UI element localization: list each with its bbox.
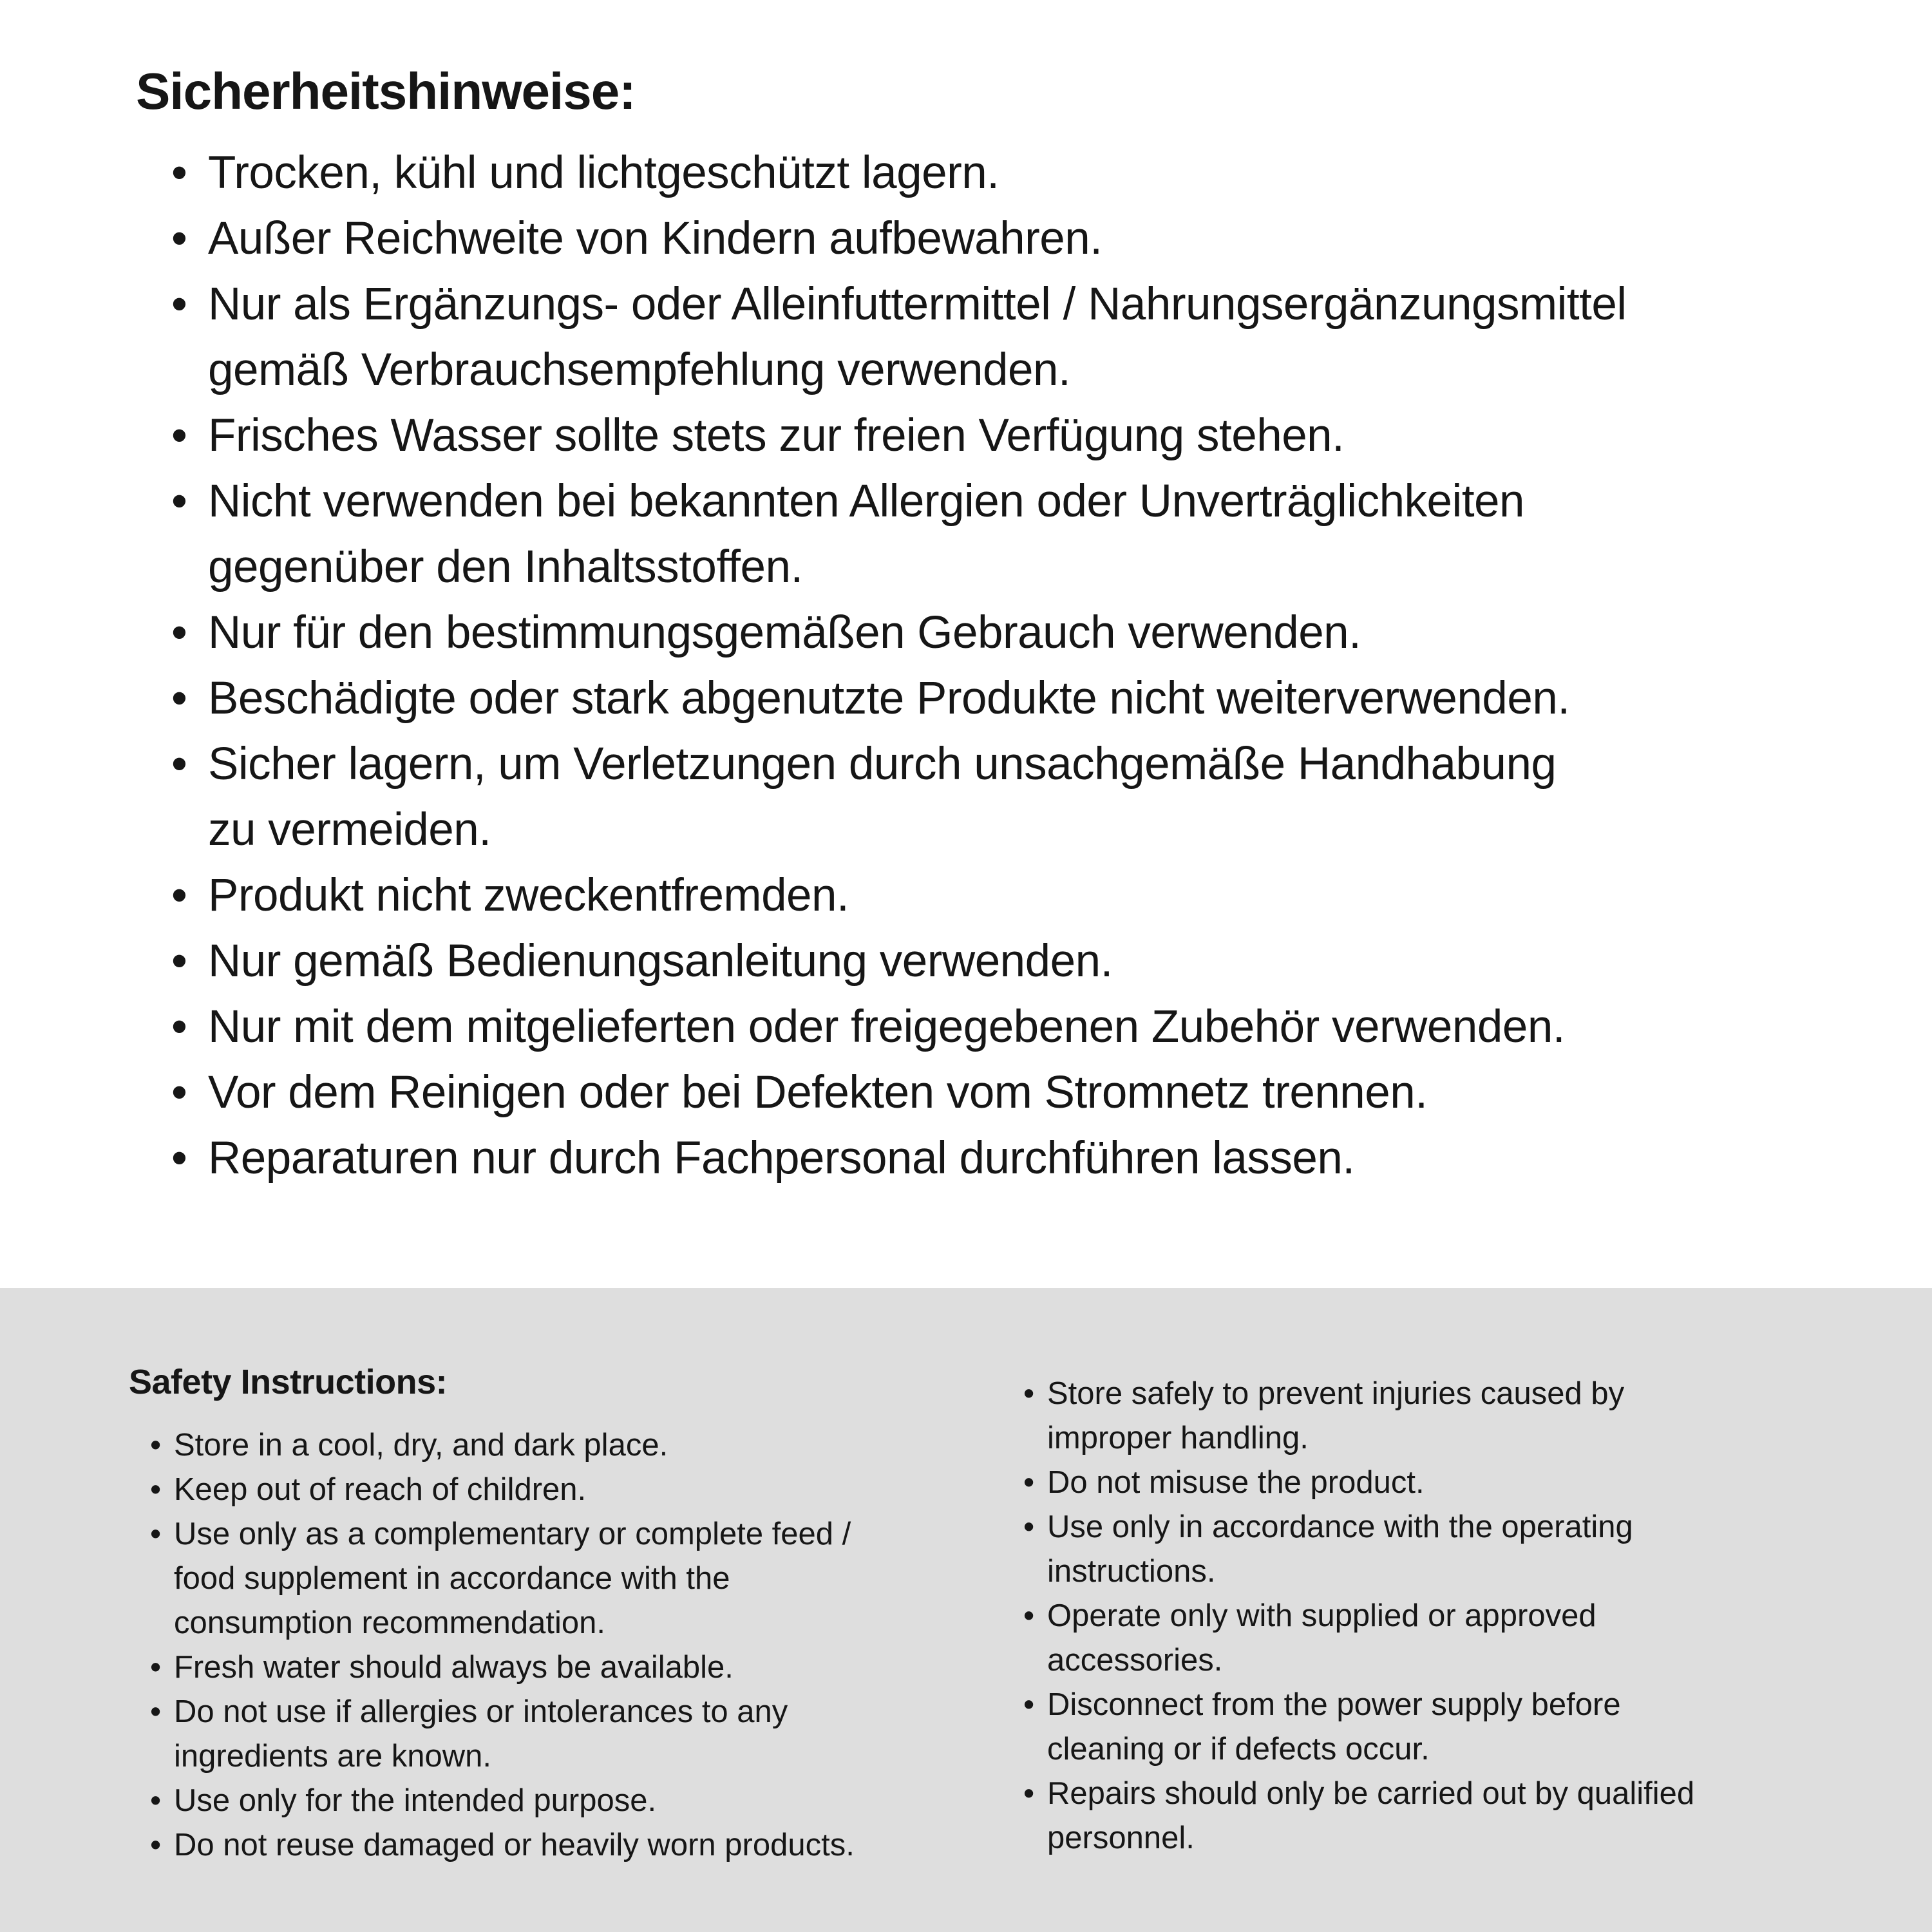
list-item-text: gegenüber den Inhaltsstoffen. [208,542,803,592]
list-item-text: Nicht verwenden bei bekannten Allergien oder Unverträglichkeiten [208,476,1525,527]
list-item-text: Frisches Wasser sollte stets zur freien Verfügung stehen. [208,410,1345,461]
list-item-text: instructions. [1047,1554,1216,1589]
list-item-text: consumption recommendation. [174,1605,606,1640]
list-item-line [1002,1683,1917,1727]
bullet-marker: • [1023,1510,1035,1544]
list-item [1002,1461,1917,1505]
list-item-text: ingredients are known. [174,1739,492,1774]
list-item-text: Use only for the intended purpose. [174,1783,657,1818]
list-item [129,1779,985,1823]
list-item-text: improper handling. [1047,1421,1309,1455]
list-item [136,403,1627,469]
bullet-marker: • [1023,1598,1035,1633]
list-item-line [136,140,1627,206]
list-item [136,600,1627,666]
list-item-text: cleaning or if defects occur. [1047,1732,1430,1766]
bullet-marker: • [171,607,187,658]
bullet-marker: • [150,1428,162,1463]
bullet-marker: • [1023,1465,1035,1500]
list-item-line [136,600,1627,666]
english-left-column [129,1360,985,1868]
list-item [129,1690,985,1779]
bullet-marker: • [1023,1687,1035,1722]
list-item [1002,1594,1917,1683]
list-item-text: Nur für den bestimmungsgemäßen Gebrauch verwenden. [208,607,1361,658]
list-item-wrap-line [136,337,1627,403]
list-item [136,140,1627,206]
bullet-marker: • [150,1472,162,1507]
bullet-marker: • [150,1694,162,1729]
list-item-line [136,1060,1627,1126]
list-item-text: Use only as a complementary or complete feed / [174,1517,851,1551]
german-section-title: Sicherheitshinweise: [136,62,636,120]
list-item [129,1645,985,1690]
list-item [129,1423,985,1468]
bullet-marker: • [1023,1376,1035,1411]
list-item-text: Disconnect from the power supply before [1047,1687,1621,1722]
list-item-line [136,272,1627,337]
list-item-text: Do not use if allergies or intolerances to any [174,1694,788,1729]
list-item [129,1823,985,1868]
english-right-bullet-list [1002,1372,1917,1861]
list-item-wrap-line [1002,1549,1917,1594]
list-item-text: Keep out of reach of children. [174,1472,587,1507]
list-item-wrap-line [136,797,1627,863]
bullet-marker: • [150,1517,162,1551]
list-item [136,469,1627,600]
list-item [136,994,1627,1060]
list-item-text: Beschädigte oder stark abgenutzte Produkte nicht weiterverwenden. [208,673,1570,724]
list-item-line [136,666,1627,732]
german-section [136,62,1627,1191]
list-item-text: Do not reuse damaged or heavily worn products. [174,1828,855,1862]
list-item-text: Reparaturen nur durch Fachpersonal durchführen lassen. [208,1133,1355,1184]
list-item [136,272,1627,403]
list-item-line [136,206,1627,272]
bullet-marker: • [171,673,187,724]
list-item [136,732,1627,863]
list-item-text: Use only in accordance with the operating [1047,1510,1633,1544]
german-bullet-list [136,140,1627,1191]
list-item-wrap-line [1002,1416,1917,1461]
list-item-text: Vor dem Reinigen oder bei Defekten vom Stromnetz trennen. [208,1067,1428,1118]
list-item-wrap-line [1002,1638,1917,1683]
list-item [1002,1372,1917,1461]
bullet-marker: • [1023,1776,1035,1811]
list-item-text: Sicher lagern, um Verletzungen durch unsachgemäße Handhabung [208,739,1557,790]
list-item-text: zu vermeiden. [208,804,491,855]
bullet-marker: • [150,1783,162,1818]
list-item-text: Store safely to prevent injuries caused by [1047,1376,1625,1411]
list-item [1002,1772,1917,1861]
english-right-column [1002,1372,1917,1861]
list-item-text: gemäß Verbrauchsempfehlung verwenden. [208,345,1071,395]
list-item-text: accessories. [1047,1643,1223,1678]
list-item [1002,1505,1917,1594]
bullet-marker: • [171,147,187,198]
list-item-line [129,1779,985,1823]
list-item-text: Nur als Ergänzungs- oder Alleinfuttermittel / Nahrungsergänzungsmittel [208,279,1627,330]
bullet-marker: • [171,870,187,921]
list-item-line [129,1690,985,1734]
list-item-line [136,929,1627,994]
list-item-text: Produkt nicht zweckentfremden. [208,870,849,921]
list-item-text: Operate only with supplied or approved [1047,1598,1596,1633]
english-left-bullet-list [129,1423,985,1868]
list-item-line [129,1468,985,1512]
bullet-marker: • [171,1133,187,1184]
list-item-text: Nur mit dem mitgelieferten oder freigegebenen Zubehör verwenden. [208,1001,1566,1052]
bullet-marker: • [171,1067,187,1118]
list-item-text: Do not misuse the product. [1047,1465,1425,1500]
list-item [129,1512,985,1645]
list-item-wrap-line [1002,1816,1917,1861]
bullet-marker: • [171,739,187,790]
list-item-text: Repairs should only be carried out by qualified [1047,1776,1695,1811]
list-item-line [129,1512,985,1557]
list-item [129,1468,985,1512]
bullet-marker: • [150,1650,162,1685]
list-item-line [1002,1461,1917,1505]
list-item [136,863,1627,929]
list-item-text: Trocken, kühl und lichtgeschützt lagern. [208,147,999,198]
list-item [136,206,1627,272]
list-item-line [129,1645,985,1690]
list-item-wrap-line [129,1734,985,1779]
list-item-line [1002,1772,1917,1816]
bullet-marker: • [171,1001,187,1052]
list-item [136,1126,1627,1191]
list-item-text: personnel. [1047,1821,1195,1855]
english-section [0,1288,1932,1932]
bullet-marker: • [171,213,187,264]
list-item-line [136,863,1627,929]
list-item [136,666,1627,732]
list-item-text: Store in a cool, dry, and dark place. [174,1428,668,1463]
list-item-text: Außer Reichweite von Kindern aufbewahren. [208,213,1103,264]
bullet-marker: • [171,279,187,330]
list-item-text: food supplement in accordance with the [174,1561,730,1596]
list-item-line [136,403,1627,469]
list-item-line [136,994,1627,1060]
bullet-marker: • [171,410,187,461]
list-item-wrap-line [136,535,1627,600]
list-item-wrap-line [129,1601,985,1645]
list-item-line [136,469,1627,535]
list-item-line [129,1823,985,1868]
english-section-title: Safety Instructions: [129,1363,448,1401]
list-item-line [136,1126,1627,1191]
list-item-text: Fresh water should always be available. [174,1650,734,1685]
list-item-text: Nur gemäß Bedienungsanleitung verwenden. [208,936,1113,987]
bullet-marker: • [150,1828,162,1862]
list-item-wrap-line [1002,1727,1917,1772]
list-item-wrap-line [129,1557,985,1601]
list-item-line [129,1423,985,1468]
list-item [1002,1683,1917,1772]
bullet-marker: • [171,476,187,527]
bullet-marker: • [171,936,187,987]
list-item-line [136,732,1627,797]
list-item-line [1002,1372,1917,1416]
list-item-line [1002,1505,1917,1549]
list-item [136,1060,1627,1126]
list-item [136,929,1627,994]
list-item-line [1002,1594,1917,1638]
